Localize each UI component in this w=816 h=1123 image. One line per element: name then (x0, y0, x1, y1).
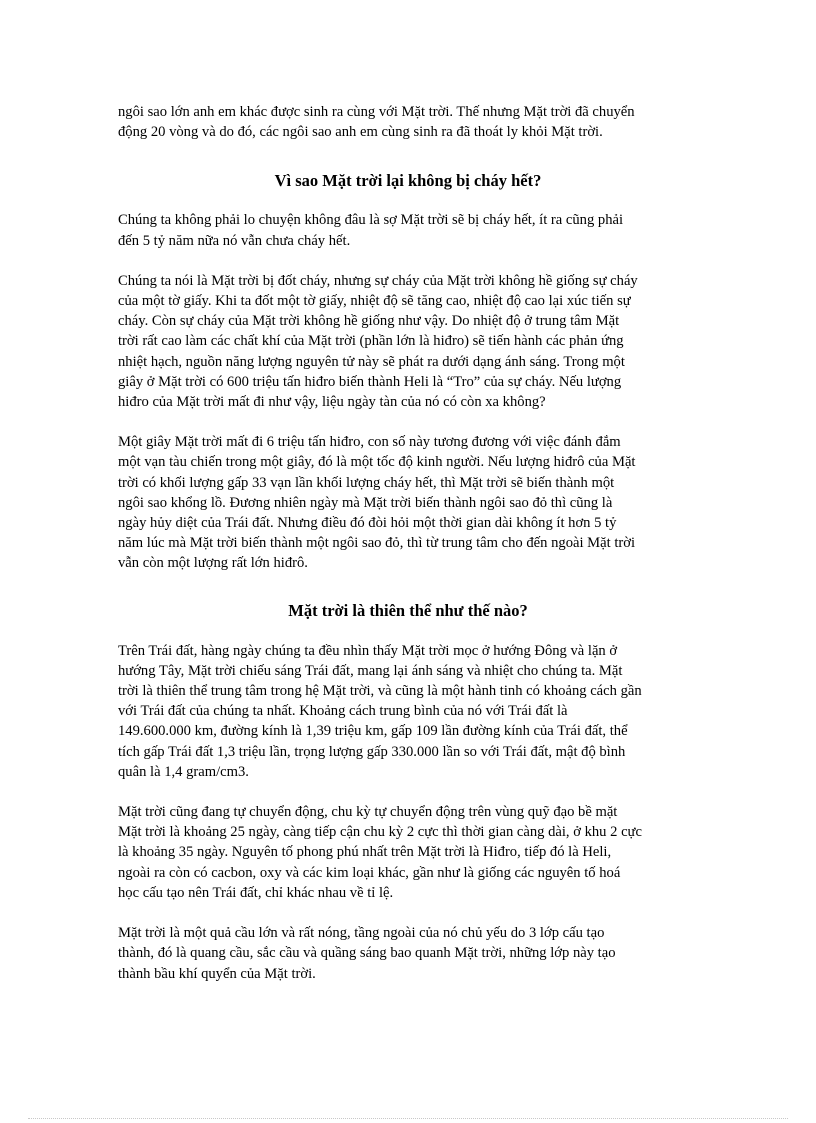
text-line: hướng Tây, Mặt trời chiếu sáng Trái đất, mang lại ánh sáng và nhiệt cho chúng ta. Mặt (118, 662, 623, 679)
text-line: cháy. Còn sự cháy của Mặt trời không hề giống như vậy. Do nhiệt độ ở trung tâm Mặt (118, 313, 620, 330)
text-line: thành bầu khí quyển của Mặt trời. (118, 965, 316, 982)
text-line: ngày hủy diệt của Trái đất. Nhưng điều đó đòi hỏi một thời gian dài không ít hơn 5 tỷ (118, 515, 617, 532)
text-line: ngôi sao khổng lồ. Đương nhiên ngày mà Mặt trời biến thành ngôi sao đỏ thì cũng là (118, 494, 613, 511)
text-line: năm lúc mà Mặt trời biến thành một ngôi sao đỏ, thì từ trung tâm cho đến ngoài Mặt trời (118, 535, 636, 552)
text-line: đến 5 tỷ năm nữa nó vẫn chưa cháy hết. (118, 232, 351, 249)
text-line: học cấu tạo nên Trái đất, chỉ khác nhau về tỉ lệ. (118, 884, 394, 901)
text-line: một vạn tàu chiến trong một giây, đó là một tốc độ kinh người. Nếu lượng hiđrô của Mặt (118, 454, 636, 471)
paragraph (118, 432, 698, 573)
text-line: trời có khối lượng gấp 33 vạn lần khối lượng cháy hết, thì Mặt trời sẽ biến thành một (118, 474, 615, 491)
text-line: tích gấp Trái đất 1,3 triệu lần, trọng lượng gấp 330.000 lần so với Trái đất, mật độ bình (118, 743, 626, 760)
text-line: Chúng ta nói là Mặt trời bị đốt cháy, nhưng sự cháy của Mặt trời không hề giống sự cháy (118, 272, 638, 289)
text-line: Chúng ta không phải lo chuyện không đâu là sợ Mặt trời sẽ bị cháy hết, ít ra cũng phải (118, 212, 624, 229)
text-line: Mặt trời là một quả cầu lớn và rất nóng, tầng ngoài của nó chủ yếu do 3 lớp cấu tạo (118, 925, 605, 942)
paragraph (118, 271, 698, 412)
text-line: 149.600.000 km, đường kính là 1,39 triệu km, gấp 109 lần đường kính của Trái đất, thể (118, 723, 628, 740)
text-line: hiđro của Mặt trời mất đi như vậy, liệu ngày tàn của nó có còn xa không? (118, 394, 546, 411)
text-line: động 20 vòng và do đó, các ngôi sao anh em cùng sinh ra đã thoát ly khỏi Mặt trời. (118, 124, 603, 141)
section-heading: Mặt trời là thiên thể như thế nào? (288, 600, 528, 620)
text-line: thành, đó là quang cầu, sắc cầu và quầng sáng bao quanh Mặt trời, những lớp này tạo (118, 945, 616, 962)
text-line: của một tờ giấy. Khi ta đốt một tờ giấy, nhiệt độ sẽ tăng cao, nhiệt độ cao lại xúc tiến sự (118, 293, 631, 310)
text-line: vẫn còn một lượng rất lớn hiđrô. (118, 555, 308, 572)
text-line: ngôi sao lớn anh em khác được sinh ra cùng với Mặt trời. Thế nhưng Mặt trời đã chuyển (118, 104, 635, 120)
paragraph (118, 802, 698, 903)
text-line: trời là thiên thể trung tâm trong hệ Mặt trời, và cũng là một hành tinh có khoảng cách gần (118, 683, 642, 700)
page-footer-divider (28, 1118, 788, 1119)
text-line: quân là 1,4 gram/cm3. (118, 763, 249, 780)
text-line: nhiệt hạch, nguồn năng lượng nguyên tử này sẽ phát ra dưới dạng ánh sáng. Trong một (118, 353, 625, 370)
paragraph (118, 923, 698, 984)
text-line: Trên Trái đất, hàng ngày chúng ta đều nhìn thấy Mặt trời mọc ở hướng Đông và lặn ở (118, 642, 618, 659)
document-page (118, 102, 698, 984)
text-line: Mặt trời cũng đang tự chuyển động, chu kỳ tự chuyển động trên vùng quỹ đạo bề mặt (118, 804, 618, 821)
text-line: Một giây Mặt trời mất đi 6 triệu tấn hiđro, con số này tương đương với việc đánh đắm (118, 434, 621, 451)
text-line: là khoảng 35 ngày. Nguyên tố phong phú nhất trên Mặt trời là Hiđro, tiếp đó là Heli, (118, 844, 612, 861)
intro-paragraph (118, 102, 698, 142)
paragraph (118, 210, 698, 250)
text-line: với Trái đất của chúng ta nhất. Khoảng cách trung bình của nó với Trái đất là (118, 703, 568, 720)
paragraph (118, 641, 698, 782)
text-line: trời rất cao làm các chất khí của Mặt trời (phần lớn là hiđro) sẽ tiến hành các phản ứng (118, 333, 624, 350)
text-line: ngoài ra còn có cacbon, oxy và các kim loại khác, gần như là giống các nguyên tố hoá (118, 864, 621, 881)
text-line: Mặt trời là khoảng 25 ngày, càng tiếp cận chu kỳ 2 cực thì thời gian càng dài, ở khu 2 cực (118, 824, 642, 841)
text-line: giây ở Mặt trời có 600 triệu tấn hiđro biến thành Heli là “Tro” của sự cháy. Nếu lượng (118, 373, 622, 390)
section-heading: Vì sao Mặt trời lại không bị cháy hết? (274, 171, 542, 191)
